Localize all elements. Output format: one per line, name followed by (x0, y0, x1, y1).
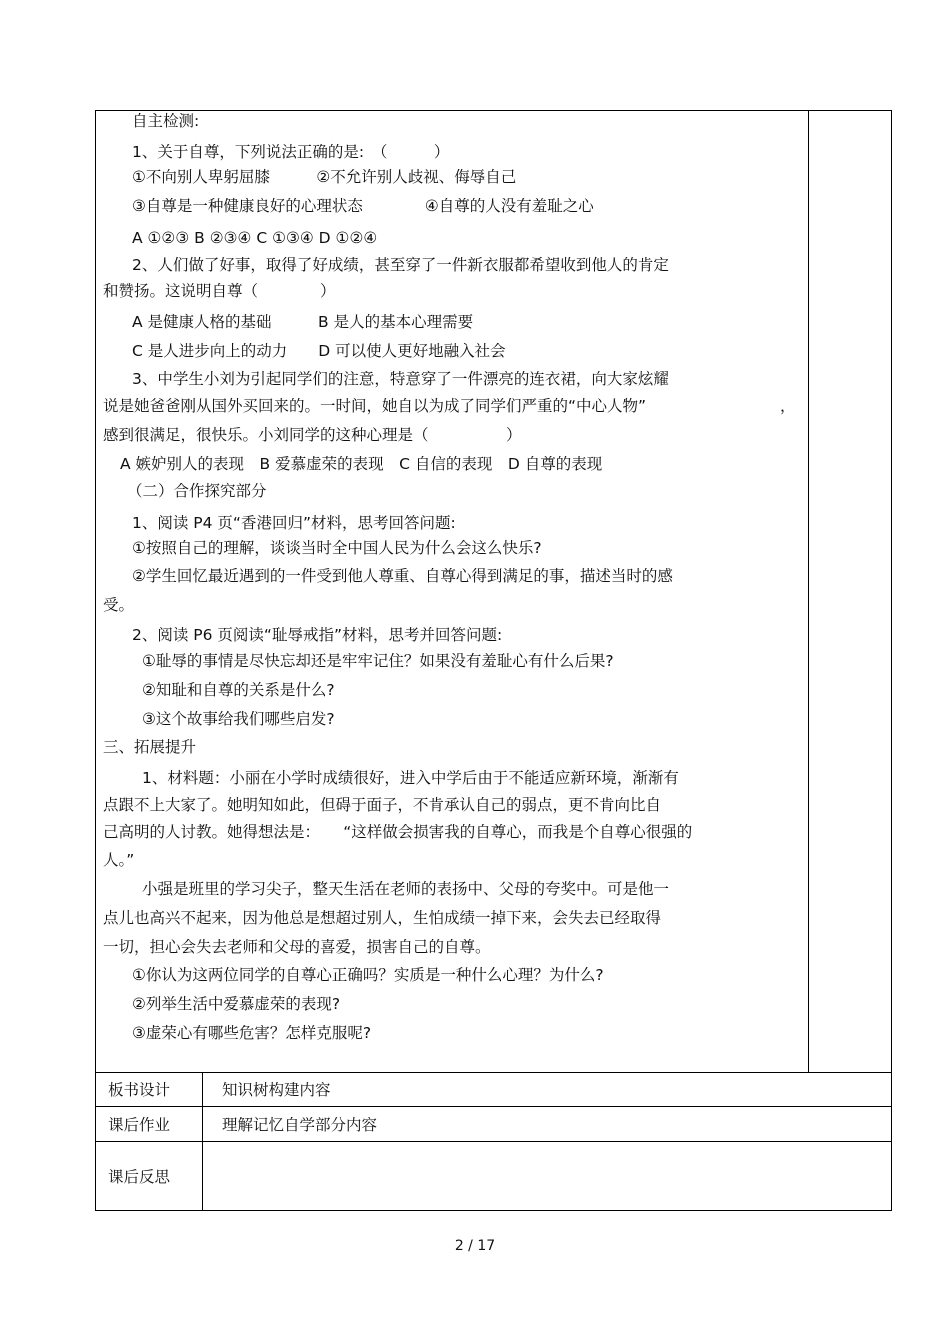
material-q3: ③虚荣心有哪些危害？怎样克服呢? (132, 1024, 372, 1042)
row-content-homework: 理解记忆自学部分内容 (222, 1116, 378, 1134)
row-divider (95, 1106, 892, 1107)
side-column-divider (808, 110, 809, 1072)
inquiry-2-q3: ③这个故事给我们哪些启发? (142, 710, 335, 728)
material-2-cont2: 一切，担心会失去老师和父母的喜爱，损害自己的自尊。 (103, 938, 491, 956)
section-heading-2: （二）合作探究部分 (127, 482, 267, 500)
material-q2: ②列举生活中爱慕虚荣的表现? (132, 995, 341, 1013)
inquiry-2-q2: ②知耻和自尊的关系是什么? (142, 681, 335, 699)
row-divider (95, 1072, 892, 1073)
inquiry-1: 1、阅读 P4 页“香港回归”材料，思考回答问题: (132, 514, 456, 532)
row-content-board-design: 知识树构建内容 (222, 1081, 331, 1099)
question-3-comma: ， (780, 397, 796, 415)
question-3-cont2: 感到很满足，很快乐。小刘同学的这种心理是（ ） (103, 426, 522, 444)
material-2-cont: 点儿也高兴不起来，因为他总是想超过别人，生怕成绩一掉下来，会失去已经取得 (103, 909, 662, 927)
q2-options-a: A 是健康人格的基础 B 是人的基本心理需要 (132, 313, 474, 331)
q3-options: A 嫉妒别人的表现 B 爱慕虚荣的表现 C 自信的表现 D 自尊的表现 (120, 455, 603, 473)
question-1: 1、关于自尊，下列说法正确的是: （ ） (132, 143, 450, 161)
material-1: 1、材料题：小丽在小学时成绩很好，进入中学后由于不能适应新环境，渐渐有 (142, 769, 679, 787)
question-2-cont: 和赞扬。这说明自尊（ ） (103, 282, 336, 300)
inquiry-2: 2、阅读 P6 页阅读“耻辱戒指”材料，思考并回答问题: (132, 626, 503, 644)
label-column-divider (202, 1072, 203, 1211)
inquiry-2-q1: ①耻辱的事情是尽快忘却还是牢牢记住？如果没有羞耻心有什么后果? (142, 652, 614, 670)
page-number: 2 / 17 (454, 1238, 496, 1254)
section-heading-3: 三、拓展提升 (103, 738, 197, 756)
inquiry-1-q1: ①按照自己的理解，谈谈当时全中国人民为什么会这么快乐? (132, 539, 542, 557)
row-divider (95, 1141, 892, 1142)
material-2: 小强是班里的学习尖子，整天生活在老师的表扬中、父母的夸奖中。可是他一 (142, 880, 670, 898)
material-1-cont: 点跟不上大家了。她明知如此，但碍于面子，不肯承认自己的弱点，更不肯向比自 (103, 796, 662, 814)
question-2: 2、人们做了好事，取得了好成绩，甚至穿了一件新衣服都希望收到他人的肯定 (132, 256, 669, 274)
material-q1: ①你认为这两位同学的自尊心正确吗？实质是一种什么心理？为什么? (132, 966, 604, 984)
question-3: 3、中学生小刘为引起同学们的注意，特意穿了一件漂亮的连衣裙，向大家炫耀 (132, 370, 669, 388)
row-label-reflection: 课后反思 (108, 1168, 171, 1186)
material-1-cont2: 己高明的人讨教。她得想法是： “这样做会损害我的自尊心，而我是个自尊心很强的 (103, 823, 693, 841)
inquiry-1-q2-cont: 受。 (103, 596, 135, 614)
section-heading: 自主检测: (132, 112, 200, 130)
inquiry-1-q2: ②学生回忆最近遇到的一件受到他人尊重、自尊心得到满足的事，描述当时的感 (132, 567, 673, 585)
q1-options-b: ③自尊是一种健康良好的心理状态 ④自尊的人没有羞耻之心 (132, 197, 594, 215)
q2-options-b: C 是人进步向上的动力 D 可以使人更好地融入社会 (132, 342, 506, 360)
row-label-homework: 课后作业 (108, 1116, 171, 1134)
row-label-board-design: 板书设计 (108, 1081, 171, 1099)
q1-options-a: ①不向别人卑躬屈膝 ②不允许别人歧视、侮辱自己 (132, 168, 517, 186)
material-1-cont3: 人。” (103, 851, 135, 869)
q1-answers: A ①②③ B ②③④ C ①③④ D ①②④ (132, 229, 378, 247)
question-3-cont: 说是她爸爸刚从国外买回来的。一时间，她自以为成了同学们严重的“中心人物” (103, 397, 647, 415)
